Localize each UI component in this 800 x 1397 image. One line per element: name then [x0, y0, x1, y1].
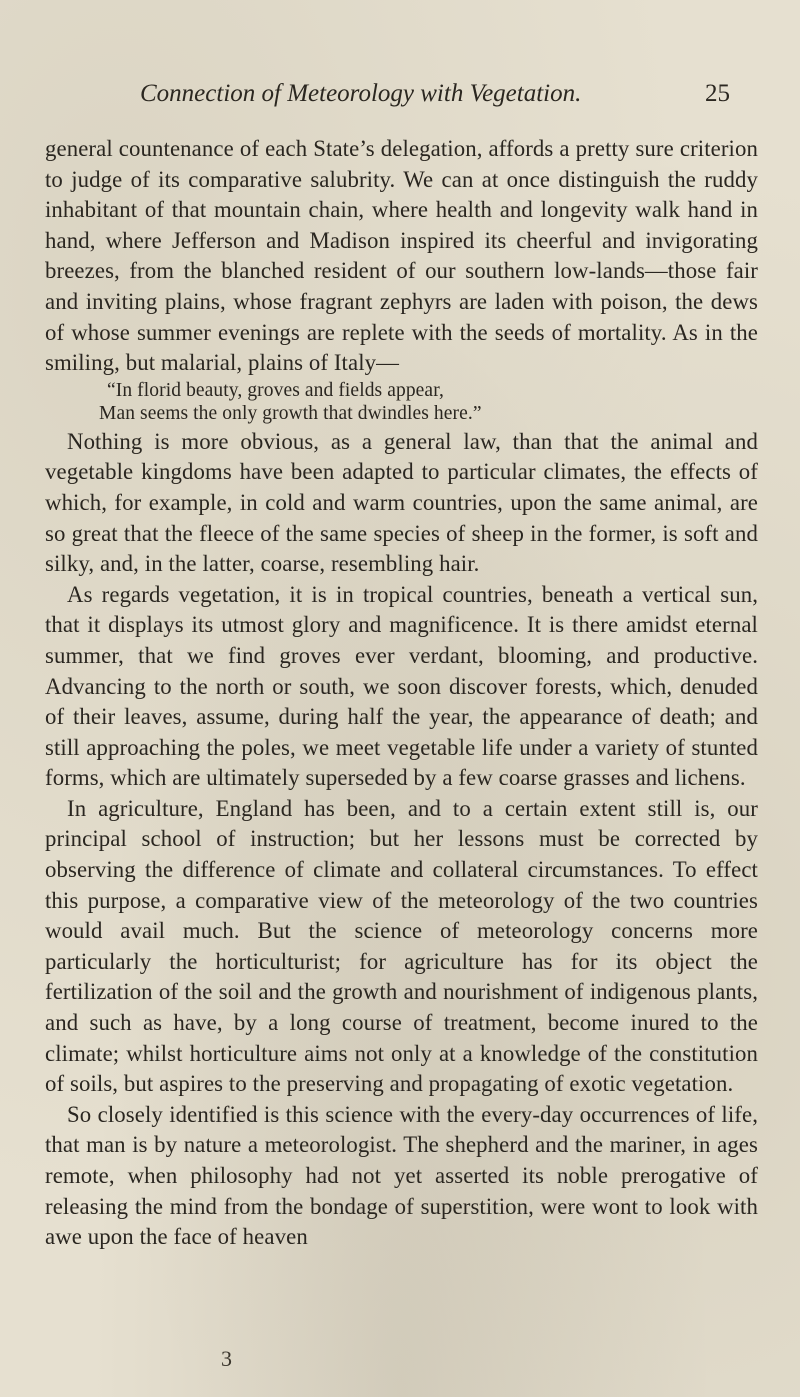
paragraph-1: general countenance of each State’s delegation, affords a pretty sure criterion to judge of its comparative salubrity. We can at once distinguish the ruddy inhabitant of that mountain chain, where health and longevity walk hand in hand, where Jefferson and Madison inspired its cheerful and invigorating breezes, from the blanched resident of our southern low-lands—those fair and inviting plains, whose fragrant zephyrs are laden with poison, the dews of whose summer evenings are replete with the seeds of mortality. As in the smiling, but malarial, plains of Italy— [45, 136, 758, 376]
verse-line-1: “In florid beauty, groves and fields appear, [107, 379, 444, 401]
running-title: Connection of Meteorology with Vegetation. [140, 80, 582, 107]
paragraph-5: So closely identified is this science with the every-day occurrences of life, that man is by nature a meteorologist. The shepherd and the mariner, in ages remote, when philosophy had not yet asserted its noble prerogative of releasing the mind from the bondage of superstition, were wont to look with awe upon the face of heaven [45, 1101, 758, 1250]
page-number: 25 [705, 80, 730, 107]
body-text [45, 134, 758, 1253]
paragraph-4: In agriculture, England has been, and to a certain extent still is, our principal school of instruction; but her lessons must be corrected by observing the difference of climate and collateral circumstances. To effect this purpose, a comparative view of the meteorology of the two countries would avail much. But the science of meteorology concerns more particularly the horticulturist; for agriculture has for its object the fertilization of the soil and the growth and nourishment of indigenous plants, and such as have, by a long course of treatment, become inured to the climate; whilst horticulture aims not only at a knowledge of the constitution of soils, but aspires to the preserving and propagating of exotic vegetation. [45, 795, 758, 1097]
paragraph-3: As regards vegetation, it is in tropical countries, beneath a vertical sun, that it displays its utmost glory and magnificence. It is there amidst eternal summer, that we find groves ever verdant, blooming, and productive. Advancing to the north or south, we soon discover forests, which, denuded of their leaves, assume, during half the year, the appearance of death; and still approaching the poles, we meet vegetable life under a variety of stunted forms, which are ultimately superseded by a few coarse grasses and lichens. [45, 581, 758, 791]
verse-line-2: Man seems the only growth that dwindles here.” [99, 402, 482, 424]
signature-mark: 3 [221, 1346, 232, 1371]
verse-quote [45, 379, 758, 425]
running-head [140, 80, 730, 120]
paragraph-2: Nothing is more obvious, as a general law, than that the animal and vegetable kingdoms have been adapted to particular climates, the effects of which, for example, in cold and warm countries, upon the same animal, are so great that the fleece of the same species of sheep in the former, is soft and silky, and, in the latter, coarse, resembling hair. [45, 428, 758, 577]
